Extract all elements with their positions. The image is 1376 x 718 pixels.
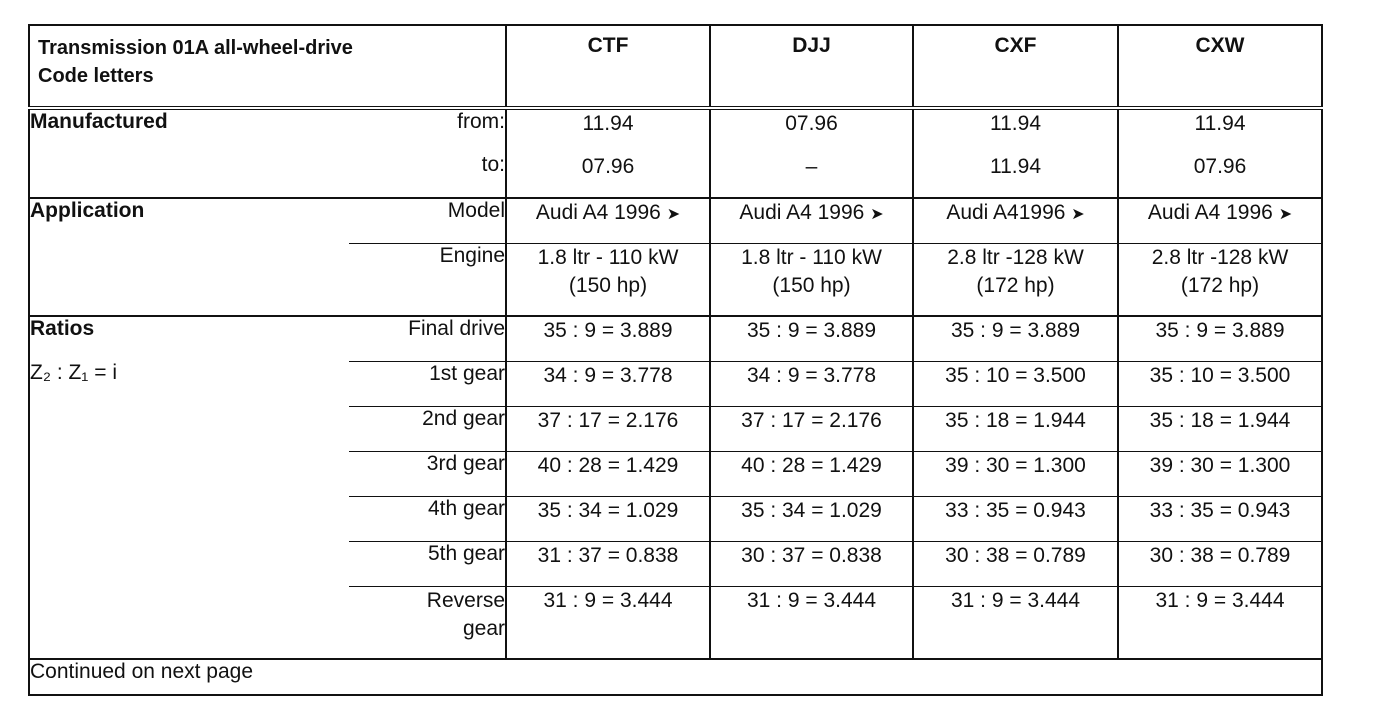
- ratio-value: 34 : 9 = 3.778: [710, 361, 913, 406]
- arrow-icon: ➤: [1071, 206, 1085, 223]
- ratio-value: 39 : 30 = 1.300: [913, 451, 1118, 496]
- code-cxw: CXW: [1118, 25, 1322, 108]
- code-djj: DJJ: [710, 25, 913, 108]
- ratio-value: 39 : 30 = 1.300: [1118, 451, 1322, 496]
- section-application: Application: [29, 198, 349, 243]
- application-engine-row: [29, 243, 1322, 316]
- ratio-value: 35 : 18 = 1.944: [913, 406, 1118, 451]
- ratio-label: 2nd gear: [349, 406, 506, 451]
- engine-ctf: 1.8 ltr - 110 kW (150 hp): [506, 243, 710, 316]
- ratio-value: 33 : 35 = 0.943: [1118, 496, 1322, 541]
- ratio-label: 3rd gear: [349, 451, 506, 496]
- ratio-label: Reverse gear: [349, 586, 506, 659]
- to-label: to:: [349, 153, 506, 198]
- model-label: Model: [447, 199, 505, 222]
- footer-row: [29, 659, 1322, 695]
- manufactured-from-row: [29, 108, 1322, 153]
- from-label: from:: [457, 110, 505, 133]
- ratio-value: 35 : 10 = 3.500: [1118, 361, 1322, 406]
- ratio-value: 31 : 9 = 3.444: [506, 586, 710, 659]
- arrow-icon: ➤: [870, 206, 884, 223]
- to-cxf: 11.94: [913, 153, 1118, 198]
- ratio-value: 35 : 34 = 1.029: [506, 496, 710, 541]
- ratio-value: 31 : 37 = 0.838: [506, 541, 710, 586]
- arrow-icon: ➤: [1278, 206, 1293, 223]
- model-djj: Audi A4 1996 ➤: [710, 198, 913, 243]
- ratio-value: 31 : 9 = 3.444: [913, 586, 1118, 659]
- from-ctf: 11.94: [506, 108, 710, 153]
- ratio-label: 4th gear: [349, 496, 506, 541]
- ratio-value: 40 : 28 = 1.429: [506, 451, 710, 496]
- ratio-value: 30 : 38 = 0.789: [1118, 541, 1322, 586]
- ratio-row-3rd-gear: [29, 451, 1322, 496]
- engine-label: Engine: [349, 243, 506, 316]
- to-ctf: 07.96: [506, 153, 710, 198]
- ratio-formula: Z₂ : Z₁ = i: [29, 361, 349, 406]
- ratio-value: 34 : 9 = 3.778: [506, 361, 710, 406]
- code-ctf: CTF: [506, 25, 710, 108]
- title-line-2: Code letters: [38, 65, 154, 87]
- engine-cxw: 2.8 ltr -128 kW (172 hp): [1118, 243, 1322, 316]
- engine-cxf: 2.8 ltr -128 kW (172 hp): [913, 243, 1118, 316]
- engine-djj: 1.8 ltr - 110 kW (150 hp): [710, 243, 913, 316]
- ratio-value: 37 : 17 = 2.176: [710, 406, 913, 451]
- code-cxf: CXF: [913, 25, 1118, 108]
- model-ctf: Audi A4 1996 ➤: [506, 198, 710, 243]
- section-manufactured: Manufactured: [29, 108, 349, 153]
- ratio-label: Final drive: [408, 317, 505, 340]
- ratio-row-reverse-gear: [29, 586, 1322, 659]
- ratio-value: 35 : 9 = 3.889: [1118, 316, 1322, 361]
- from-djj: 07.96: [710, 108, 913, 153]
- model-cxw: Audi A4 1996 ➤: [1118, 198, 1322, 243]
- table-title: [29, 25, 506, 108]
- ratio-row-final-drive: [29, 316, 1322, 361]
- ratio-label: 1st gear: [349, 361, 506, 406]
- ratio-row-5th-gear: [29, 541, 1322, 586]
- manufactured-to-row: [29, 153, 1322, 198]
- to-cxw: 07.96: [1118, 153, 1322, 198]
- from-cxf: 11.94: [913, 108, 1118, 153]
- ratio-value: 35 : 18 = 1.944: [1118, 406, 1322, 451]
- ratio-value: 35 : 9 = 3.889: [710, 316, 913, 361]
- ratio-value: 31 : 9 = 3.444: [710, 586, 913, 659]
- ratio-row-1st-gear: [29, 361, 1322, 406]
- ratio-value: 33 : 35 = 0.943: [913, 496, 1118, 541]
- ratio-value: 37 : 17 = 2.176: [506, 406, 710, 451]
- arrow-icon: ➤: [666, 206, 681, 223]
- ratio-value: 35 : 9 = 3.889: [913, 316, 1118, 361]
- application-model-row: [29, 198, 1322, 243]
- continued-note: Continued on next page: [29, 659, 1322, 695]
- ratio-value: 35 : 9 = 3.889: [506, 316, 710, 361]
- ratio-row-4th-gear: [29, 496, 1322, 541]
- model-cxf: Audi A41996 ➤: [913, 198, 1118, 243]
- section-ratios: Ratios: [29, 316, 349, 361]
- ratio-value: 30 : 37 = 0.838: [710, 541, 913, 586]
- ratio-value: 30 : 38 = 0.789: [913, 541, 1118, 586]
- ratio-row-2nd-gear: [29, 406, 1322, 451]
- ratio-value: 35 : 10 = 3.500: [913, 361, 1118, 406]
- ratio-label: 5th gear: [349, 541, 506, 586]
- transmission-spec-table: [28, 24, 1323, 696]
- from-cxw: 11.94: [1118, 108, 1322, 153]
- header-row: [29, 25, 1322, 108]
- ratio-value: 40 : 28 = 1.429: [710, 451, 913, 496]
- title-line-1: Transmission 01A all-wheel-drive: [38, 37, 353, 59]
- ratio-value: 31 : 9 = 3.444: [1118, 586, 1322, 659]
- ratio-value: 35 : 34 = 1.029: [710, 496, 913, 541]
- to-djj: –: [710, 153, 913, 198]
